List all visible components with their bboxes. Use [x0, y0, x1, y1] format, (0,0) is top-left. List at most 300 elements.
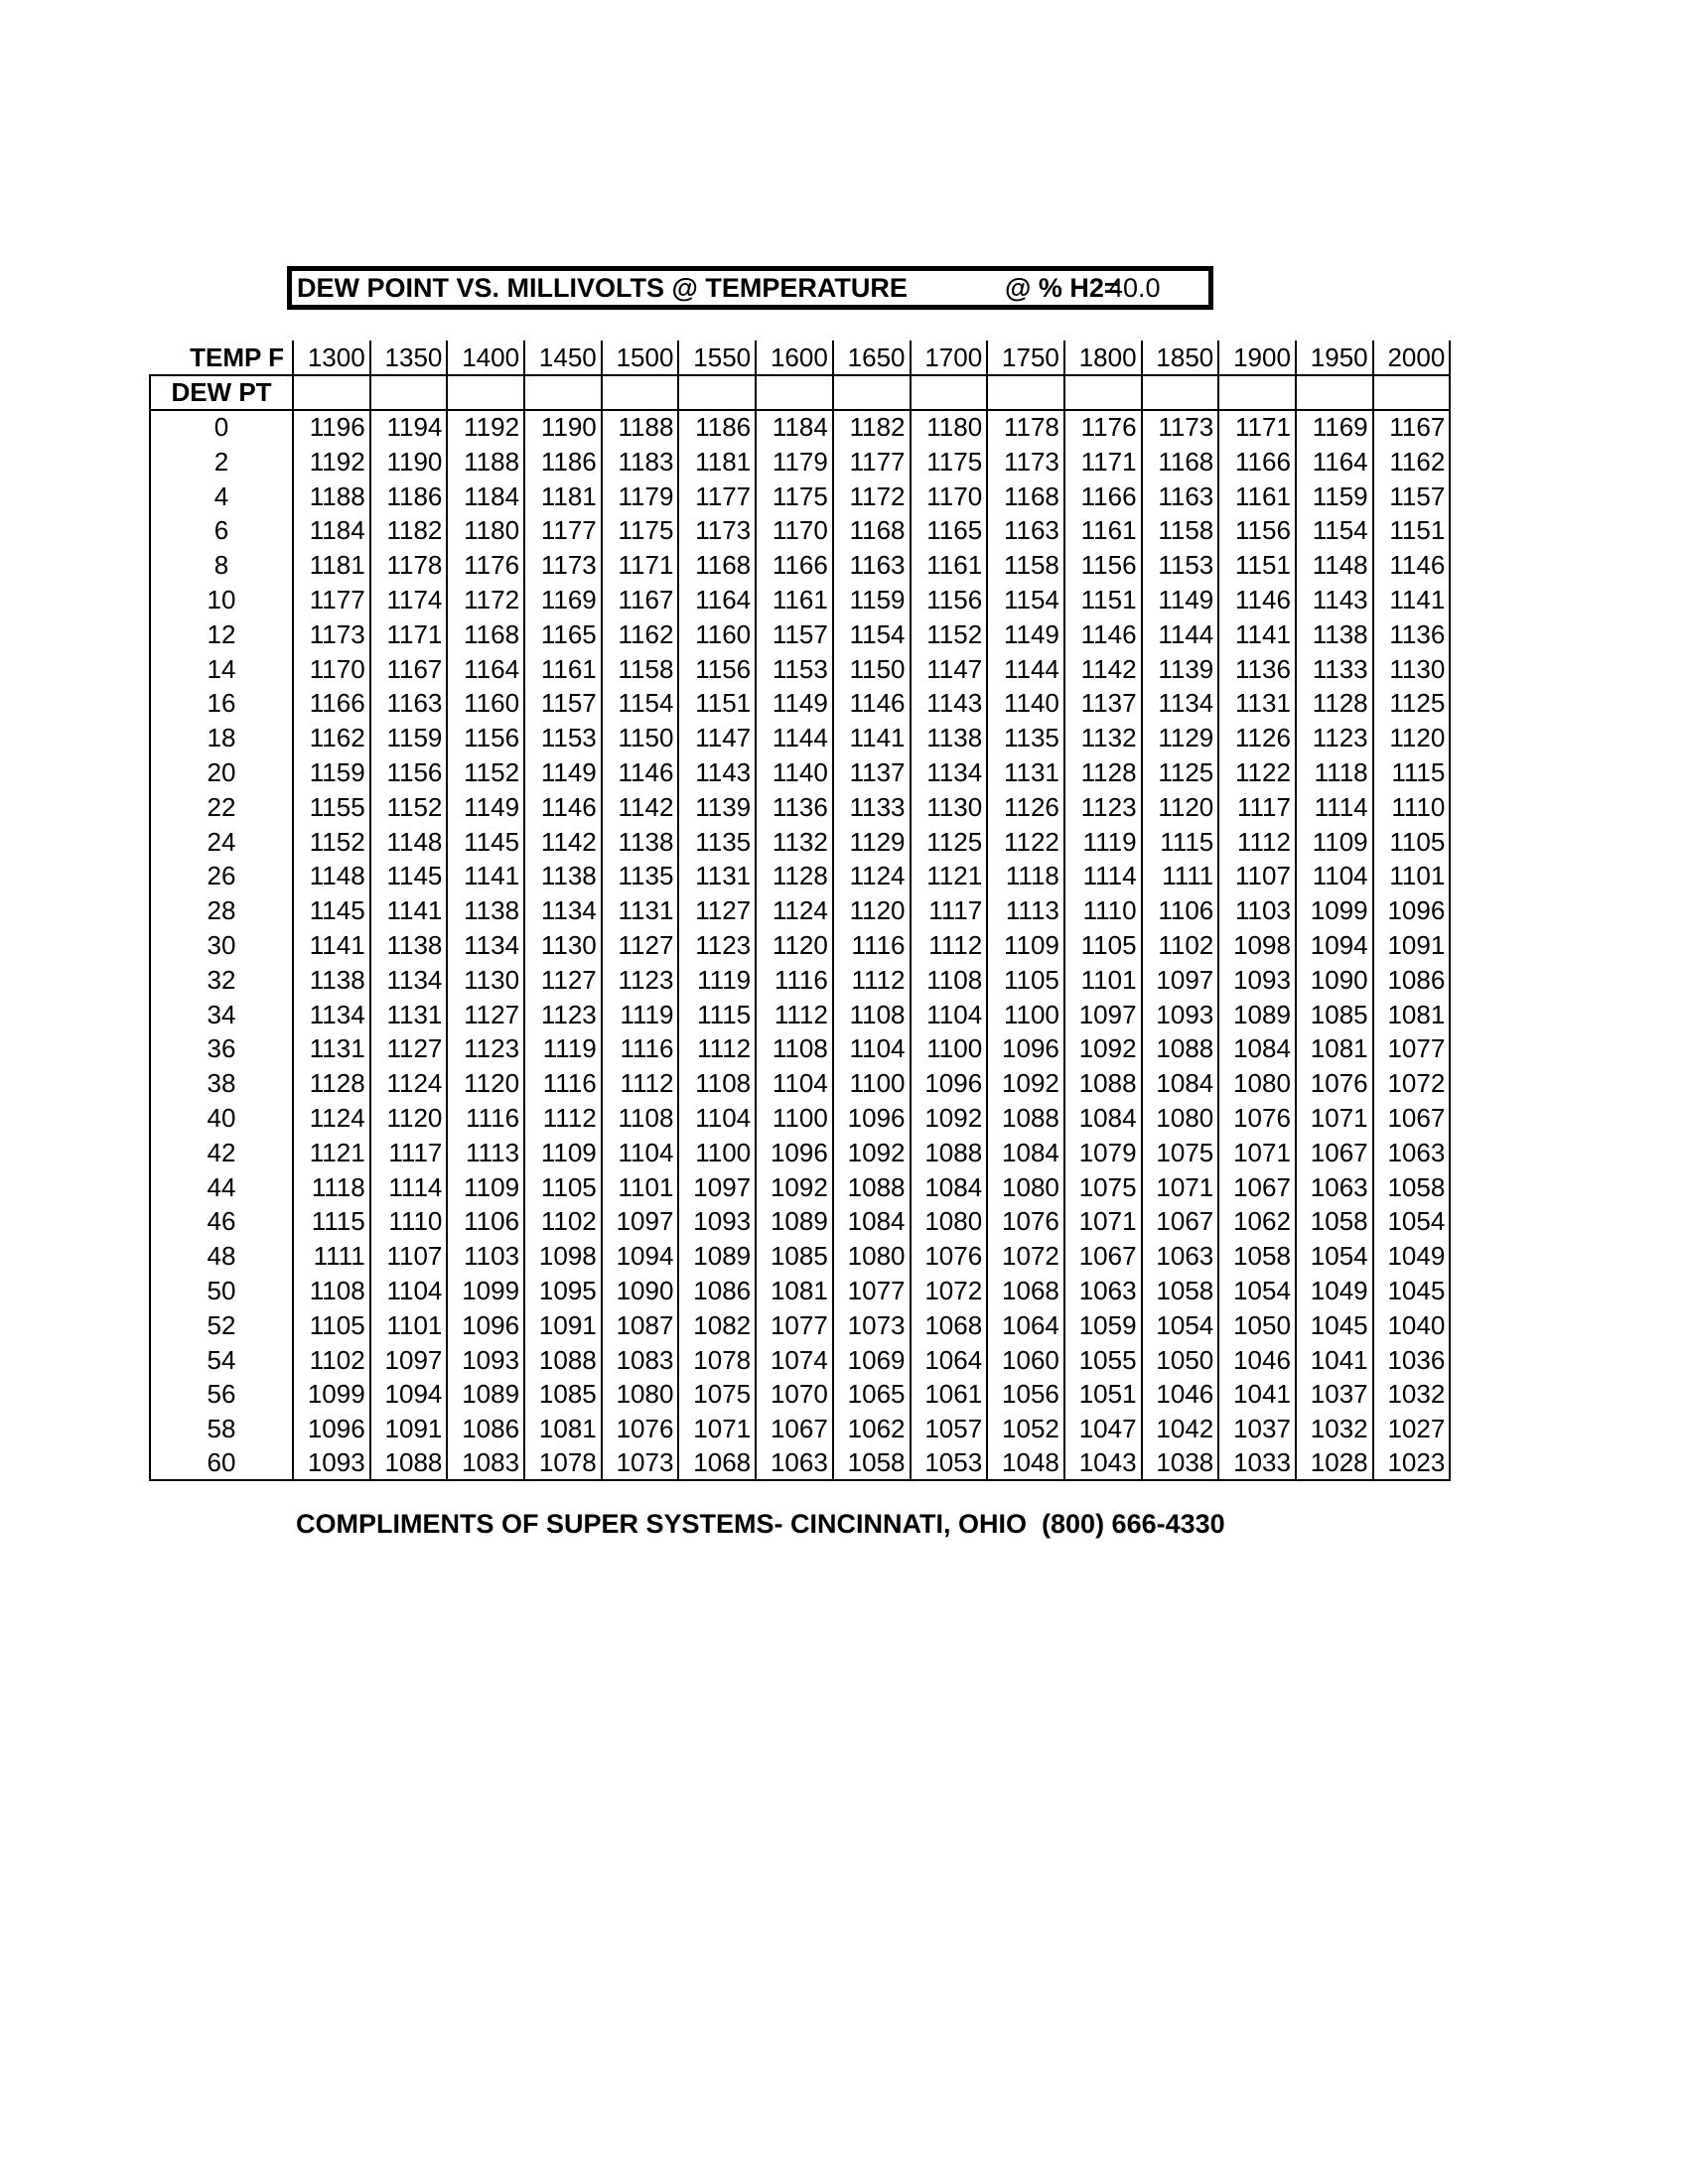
- millivolt-cell: 1053: [911, 1446, 988, 1481]
- millivolt-cell: 1131: [1218, 686, 1296, 721]
- blank-cell: [678, 375, 756, 410]
- table-row: [150, 721, 1450, 755]
- millivolt-cell: 1102: [524, 1204, 602, 1239]
- millivolt-cell: 1149: [447, 789, 524, 824]
- millivolt-cell: 1052: [987, 1412, 1064, 1446]
- millivolt-cell: 1149: [1142, 583, 1219, 617]
- dew-point-cell: 26: [150, 859, 293, 893]
- millivolt-cell: 1146: [524, 789, 602, 824]
- millivolt-cell: 1131: [678, 859, 756, 893]
- millivolt-cell: 1125: [1142, 755, 1219, 790]
- millivolt-cell: 1141: [447, 859, 524, 893]
- table-row: [150, 1031, 1450, 1066]
- h2-percent-value: 40.0: [1108, 273, 1161, 303]
- millivolt-cell: 1161: [1218, 478, 1296, 513]
- blank-cell: [987, 375, 1064, 410]
- millivolt-cell: 1128: [1296, 686, 1373, 721]
- millivolt-cell: 1108: [293, 1274, 370, 1308]
- millivolt-cell: 1054: [1296, 1239, 1373, 1274]
- blank-cell: [370, 375, 448, 410]
- blank-cell: [1064, 375, 1142, 410]
- millivolt-cell: 1123: [524, 997, 602, 1031]
- millivolt-cell: 1092: [1064, 1031, 1142, 1066]
- millivolt-cell: 1068: [678, 1446, 756, 1481]
- millivolt-cell: 1172: [447, 583, 524, 617]
- millivolt-cell: 1125: [911, 824, 988, 859]
- millivolt-cell: 1037: [1218, 1412, 1296, 1446]
- millivolt-cell: 1128: [293, 1066, 370, 1101]
- millivolt-cell: 1178: [987, 410, 1064, 445]
- millivolt-cell: 1087: [602, 1307, 679, 1342]
- temperature-header-cell: 1300: [293, 341, 370, 375]
- millivolt-cell: 1112: [602, 1066, 679, 1101]
- millivolt-cell: 1119: [1064, 824, 1142, 859]
- millivolt-cell: 1093: [1218, 962, 1296, 997]
- millivolt-cell: 1156: [1218, 513, 1296, 548]
- millivolt-cell: 1080: [1218, 1066, 1296, 1101]
- millivolt-cell: 1169: [524, 583, 602, 617]
- millivolt-cell: 1146: [1373, 548, 1451, 583]
- millivolt-cell: 1139: [678, 789, 756, 824]
- millivolt-cell: 1151: [1373, 513, 1451, 548]
- millivolt-cell: 1165: [911, 513, 988, 548]
- millivolt-cell: 1088: [833, 1169, 911, 1204]
- millivolt-cell: 1093: [293, 1446, 370, 1481]
- millivolt-cell: 1134: [524, 893, 602, 928]
- millivolt-cell: 1080: [833, 1239, 911, 1274]
- temperature-header-cell: 1800: [1064, 341, 1142, 375]
- millivolt-cell: 1089: [447, 1377, 524, 1412]
- millivolt-cell: 1086: [447, 1412, 524, 1446]
- millivolt-cell: 1134: [370, 962, 448, 997]
- millivolt-cell: 1108: [911, 962, 988, 997]
- millivolt-cell: 1113: [987, 893, 1064, 928]
- millivolt-cell: 1063: [1296, 1169, 1373, 1204]
- dew-point-cell: 50: [150, 1274, 293, 1308]
- blank-cell: [602, 375, 679, 410]
- millivolt-cell: 1075: [1142, 1135, 1219, 1169]
- millivolt-cell: 1032: [1296, 1412, 1373, 1446]
- millivolt-cell: 1138: [293, 962, 370, 997]
- millivolt-cell: 1084: [833, 1204, 911, 1239]
- millivolt-cell: 1115: [1373, 755, 1451, 790]
- millivolt-cell: 1137: [833, 755, 911, 790]
- millivolt-cell: 1168: [447, 616, 524, 651]
- table-row: [150, 583, 1450, 617]
- millivolt-cell: 1149: [524, 755, 602, 790]
- blank-cell: [756, 375, 833, 410]
- millivolt-cell: 1128: [1064, 755, 1142, 790]
- millivolt-cell: 1167: [370, 651, 448, 686]
- millivolt-cell: 1173: [987, 444, 1064, 478]
- dew-point-cell: 12: [150, 616, 293, 651]
- table-row: [150, 824, 1450, 859]
- millivolt-cell: 1112: [524, 1101, 602, 1136]
- millivolt-cell: 1100: [833, 1066, 911, 1101]
- millivolt-cell: 1151: [678, 686, 756, 721]
- millivolt-cell: 1154: [1296, 513, 1373, 548]
- millivolt-cell: 1143: [678, 755, 756, 790]
- millivolt-cell: 1173: [678, 513, 756, 548]
- blank-cell: [1142, 375, 1219, 410]
- millivolt-cell: 1096: [293, 1412, 370, 1446]
- table-row: [150, 962, 1450, 997]
- millivolt-cell: 1172: [833, 478, 911, 513]
- temperature-header-cell: 1400: [447, 341, 524, 375]
- millivolt-cell: 1151: [1064, 583, 1142, 617]
- millivolt-cell: 1129: [1142, 721, 1219, 755]
- millivolt-cell: 1181: [678, 444, 756, 478]
- millivolt-cell: 1092: [756, 1169, 833, 1204]
- millivolt-cell: 1146: [833, 686, 911, 721]
- millivolt-cell: 1105: [524, 1169, 602, 1204]
- millivolt-cell: 1194: [370, 410, 448, 445]
- millivolt-cell: 1166: [293, 686, 370, 721]
- millivolt-cell: 1051: [1064, 1377, 1142, 1412]
- millivolt-cell: 1134: [911, 755, 988, 790]
- millivolt-cell: 1131: [370, 997, 448, 1031]
- table-row: [150, 651, 1450, 686]
- dew-point-cell: 20: [150, 755, 293, 790]
- millivolt-cell: 1063: [1142, 1239, 1219, 1274]
- millivolt-cell: 1121: [293, 1135, 370, 1169]
- millivolt-cell: 1084: [1064, 1101, 1142, 1136]
- millivolt-cell: 1080: [1142, 1101, 1219, 1136]
- millivolt-cell: 1152: [293, 824, 370, 859]
- millivolt-cell: 1147: [911, 651, 988, 686]
- millivolt-cell: 1072: [911, 1274, 988, 1308]
- millivolt-cell: 1106: [1142, 893, 1219, 928]
- millivolt-cell: 1164: [1296, 444, 1373, 478]
- millivolt-cell: 1126: [987, 789, 1064, 824]
- millivolt-cell: 1117: [370, 1135, 448, 1169]
- table-row: [150, 1101, 1450, 1136]
- temp-f-label: TEMP F: [150, 341, 293, 375]
- millivolt-cell: 1084: [1218, 1031, 1296, 1066]
- millivolt-cell: 1157: [524, 686, 602, 721]
- table-row: [150, 1446, 1450, 1481]
- millivolt-cell: 1127: [524, 962, 602, 997]
- millivolt-cell: 1142: [524, 824, 602, 859]
- millivolt-cell: 1188: [293, 478, 370, 513]
- millivolt-cell: 1110: [1064, 893, 1142, 928]
- millivolt-cell: 1136: [1373, 616, 1451, 651]
- table-row: [150, 1307, 1450, 1342]
- millivolt-cell: 1130: [911, 789, 988, 824]
- millivolt-cell: 1138: [447, 893, 524, 928]
- dew-point-cell: 48: [150, 1239, 293, 1274]
- millivolt-cell: 1088: [987, 1101, 1064, 1136]
- millivolt-cell: 1116: [833, 928, 911, 963]
- millivolt-cell: 1075: [1064, 1169, 1142, 1204]
- millivolt-cell: 1186: [524, 444, 602, 478]
- millivolt-cell: 1067: [1064, 1239, 1142, 1274]
- millivolt-cell: 1152: [447, 755, 524, 790]
- millivolt-cell: 1050: [1142, 1342, 1219, 1377]
- millivolt-cell: 1144: [756, 721, 833, 755]
- millivolt-cell: 1112: [756, 997, 833, 1031]
- dew-point-cell: 16: [150, 686, 293, 721]
- millivolt-cell: 1108: [602, 1101, 679, 1136]
- millivolt-cell: 1171: [370, 616, 448, 651]
- table-row: [150, 513, 1450, 548]
- millivolt-cell: 1023: [1373, 1446, 1451, 1481]
- millivolt-cell: 1167: [602, 583, 679, 617]
- millivolt-cell: 1127: [678, 893, 756, 928]
- millivolt-cell: 1123: [447, 1031, 524, 1066]
- millivolt-cell: 1146: [602, 755, 679, 790]
- millivolt-cell: 1181: [524, 478, 602, 513]
- millivolt-cell: 1092: [833, 1135, 911, 1169]
- millivolt-cell: 1041: [1296, 1342, 1373, 1377]
- millivolt-cell: 1068: [987, 1274, 1064, 1308]
- dew-point-header-row: [150, 375, 1450, 410]
- millivolt-cell: 1140: [756, 755, 833, 790]
- millivolt-cell: 1121: [911, 859, 988, 893]
- millivolt-cell: 1097: [1142, 962, 1219, 997]
- millivolt-cell: 1072: [987, 1239, 1064, 1274]
- millivolt-cell: 1101: [1064, 962, 1142, 997]
- millivolt-cell: 1109: [524, 1135, 602, 1169]
- millivolt-cell: 1101: [1373, 859, 1451, 893]
- millivolt-cell: 1085: [756, 1239, 833, 1274]
- millivolt-cell: 1089: [756, 1204, 833, 1239]
- millivolt-cell: 1097: [1064, 997, 1142, 1031]
- millivolt-cell: 1093: [678, 1204, 756, 1239]
- millivolt-cell: 1156: [1064, 548, 1142, 583]
- millivolt-cell: 1071: [1218, 1135, 1296, 1169]
- millivolt-cell: 1108: [678, 1066, 756, 1101]
- millivolt-cell: 1141: [1373, 583, 1451, 617]
- millivolt-cell: 1131: [293, 1031, 370, 1066]
- millivolt-cell: 1115: [293, 1204, 370, 1239]
- millivolt-cell: 1123: [602, 962, 679, 997]
- millivolt-cell: 1158: [1142, 513, 1219, 548]
- temperature-header-cell: 1550: [678, 341, 756, 375]
- millivolt-cell: 1124: [370, 1066, 448, 1101]
- millivolt-cell: 1080: [911, 1204, 988, 1239]
- millivolt-cell: 1112: [1218, 824, 1296, 859]
- dew-point-cell: 56: [150, 1377, 293, 1412]
- millivolt-cell: 1173: [524, 548, 602, 583]
- millivolt-cell: 1055: [1064, 1342, 1142, 1377]
- table-row: [150, 410, 1450, 445]
- millivolt-cell: 1078: [678, 1342, 756, 1377]
- millivolt-cell: 1119: [524, 1031, 602, 1066]
- millivolt-cell: 1132: [1064, 721, 1142, 755]
- table-row: [150, 893, 1450, 928]
- millivolt-cell: 1102: [293, 1342, 370, 1377]
- millivolt-cell: 1179: [756, 444, 833, 478]
- millivolt-cell: 1153: [1142, 548, 1219, 583]
- dew-point-cell: 24: [150, 824, 293, 859]
- millivolt-cell: 1127: [370, 1031, 448, 1066]
- millivolt-cell: 1166: [1218, 444, 1296, 478]
- millivolt-cell: 1073: [602, 1446, 679, 1481]
- millivolt-cell: 1108: [833, 997, 911, 1031]
- millivolt-cell: 1134: [1142, 686, 1219, 721]
- table-row: [150, 859, 1450, 893]
- millivolt-cell: 1158: [987, 548, 1064, 583]
- millivolt-cell: 1071: [678, 1412, 756, 1446]
- millivolt-cell: 1186: [678, 410, 756, 445]
- millivolt-cell: 1134: [447, 928, 524, 963]
- millivolt-cell: 1126: [1218, 721, 1296, 755]
- millivolt-cell: 1033: [1218, 1446, 1296, 1481]
- table-row: [150, 928, 1450, 963]
- millivolt-cell: 1076: [911, 1239, 988, 1274]
- millivolt-cell: 1112: [678, 1031, 756, 1066]
- millivolt-cell: 1054: [1373, 1204, 1451, 1239]
- table-row: [150, 478, 1450, 513]
- millivolt-cell: 1092: [911, 1101, 988, 1136]
- millivolt-cell: 1070: [756, 1377, 833, 1412]
- millivolt-cell: 1103: [447, 1239, 524, 1274]
- dew-point-cell: 30: [150, 928, 293, 963]
- millivolt-cell: 1072: [1373, 1066, 1451, 1101]
- millivolt-cell: 1040: [1373, 1307, 1451, 1342]
- millivolt-cell: 1050: [1218, 1307, 1296, 1342]
- millivolt-cell: 1122: [1218, 755, 1296, 790]
- millivolt-cell: 1047: [1064, 1412, 1142, 1446]
- millivolt-cell: 1098: [524, 1239, 602, 1274]
- millivolt-cell: 1130: [1373, 651, 1451, 686]
- temperature-header-cell: 1500: [602, 341, 679, 375]
- millivolt-cell: 1049: [1296, 1274, 1373, 1308]
- millivolt-cell: 1097: [602, 1204, 679, 1239]
- millivolt-cell: 1097: [678, 1169, 756, 1204]
- millivolt-cell: 1081: [756, 1274, 833, 1308]
- table-row: [150, 997, 1450, 1031]
- millivolt-cell: 1163: [370, 686, 448, 721]
- millivolt-cell: 1182: [370, 513, 448, 548]
- millivolt-cell: 1107: [1218, 859, 1296, 893]
- table-title: DEW POINT VS. MILLIVOLTS @ TEMPERATURE: [297, 273, 908, 303]
- millivolt-cell: 1092: [987, 1066, 1064, 1101]
- millivolt-cell: 1076: [1218, 1101, 1296, 1136]
- millivolt-cell: 1116: [756, 962, 833, 997]
- millivolt-cell: 1188: [602, 410, 679, 445]
- millivolt-cell: 1080: [602, 1377, 679, 1412]
- dew-point-cell: 18: [150, 721, 293, 755]
- millivolt-cell: 1148: [370, 824, 448, 859]
- millivolt-cell: 1084: [1142, 1066, 1219, 1101]
- millivolt-cell: 1103: [1218, 893, 1296, 928]
- millivolt-cell: 1166: [756, 548, 833, 583]
- millivolt-cell: 1063: [1064, 1274, 1142, 1308]
- millivolt-cell: 1096: [756, 1135, 833, 1169]
- millivolt-cell: 1071: [1064, 1204, 1142, 1239]
- millivolt-cell: 1151: [1218, 548, 1296, 583]
- millivolt-cell: 1188: [447, 444, 524, 478]
- millivolt-cell: 1091: [524, 1307, 602, 1342]
- millivolt-cell: 1090: [1296, 962, 1373, 997]
- millivolt-cell: 1171: [602, 548, 679, 583]
- millivolt-cell: 1118: [293, 1169, 370, 1204]
- millivolt-cell: 1164: [447, 651, 524, 686]
- millivolt-cell: 1094: [370, 1377, 448, 1412]
- millivolt-cell: 1179: [602, 478, 679, 513]
- millivolt-cell: 1186: [370, 478, 448, 513]
- dew-point-cell: 34: [150, 997, 293, 1031]
- millivolt-cell: 1083: [602, 1342, 679, 1377]
- millivolt-cell: 1105: [1373, 824, 1451, 859]
- millivolt-cell: 1115: [678, 997, 756, 1031]
- millivolt-cell: 1135: [987, 721, 1064, 755]
- millivolt-cell: 1141: [1218, 616, 1296, 651]
- millivolt-cell: 1149: [987, 616, 1064, 651]
- millivolt-cell: 1110: [1373, 789, 1451, 824]
- blank-cell: [524, 375, 602, 410]
- temperature-header-cell: 1650: [833, 341, 911, 375]
- millivolt-cell: 1173: [1142, 410, 1219, 445]
- millivolt-cell: 1114: [370, 1169, 448, 1204]
- millivolt-cell: 1134: [293, 997, 370, 1031]
- table-row: [150, 1274, 1450, 1308]
- millivolt-cell: 1076: [602, 1412, 679, 1446]
- millivolt-cell: 1163: [833, 548, 911, 583]
- millivolt-cell: 1141: [370, 893, 448, 928]
- blank-cell: [293, 375, 370, 410]
- millivolt-cell: 1161: [524, 651, 602, 686]
- dew-point-cell: 0: [150, 410, 293, 445]
- millivolt-cell: 1159: [833, 583, 911, 617]
- millivolt-cell: 1058: [1296, 1204, 1373, 1239]
- millivolt-cell: 1164: [678, 583, 756, 617]
- millivolt-cell: 1062: [833, 1412, 911, 1446]
- millivolt-cell: 1163: [987, 513, 1064, 548]
- dew-point-cell: 10: [150, 583, 293, 617]
- millivolt-cell: 1162: [1373, 444, 1451, 478]
- millivolt-cell: 1168: [678, 548, 756, 583]
- millivolt-cell: 1136: [756, 789, 833, 824]
- table-row: [150, 686, 1450, 721]
- millivolt-cell: 1086: [1373, 962, 1451, 997]
- millivolt-cell: 1119: [678, 962, 756, 997]
- millivolt-cell: 1079: [1064, 1135, 1142, 1169]
- millivolt-cell: 1161: [911, 548, 988, 583]
- millivolt-cell: 1112: [833, 962, 911, 997]
- millivolt-cell: 1077: [756, 1307, 833, 1342]
- millivolt-cell: 1058: [1218, 1239, 1296, 1274]
- millivolt-cell: 1068: [911, 1307, 988, 1342]
- dew-point-cell: 44: [150, 1169, 293, 1204]
- millivolt-cell: 1124: [833, 859, 911, 893]
- blank-cell: [1373, 375, 1451, 410]
- table-row: [150, 1239, 1450, 1274]
- millivolt-cell: 1085: [1296, 997, 1373, 1031]
- millivolt-cell: 1084: [987, 1135, 1064, 1169]
- millivolt-cell: 1080: [987, 1169, 1064, 1204]
- millivolt-cell: 1147: [678, 721, 756, 755]
- millivolt-cell: 1094: [1296, 928, 1373, 963]
- millivolt-cell: 1120: [370, 1101, 448, 1136]
- millivolt-cell: 1109: [987, 928, 1064, 963]
- dew-point-cell: 40: [150, 1101, 293, 1136]
- millivolt-cell: 1144: [987, 651, 1064, 686]
- millivolt-cell: 1148: [293, 859, 370, 893]
- millivolt-cell: 1160: [678, 616, 756, 651]
- millivolt-cell: 1077: [833, 1274, 911, 1308]
- millivolt-cell: 1118: [987, 859, 1064, 893]
- millivolt-cell: 1170: [756, 513, 833, 548]
- millivolt-cell: 1137: [1064, 686, 1142, 721]
- millivolt-cell: 1078: [524, 1446, 602, 1481]
- millivolt-cell: 1091: [1373, 928, 1451, 963]
- millivolt-cell: 1168: [1142, 444, 1219, 478]
- millivolt-cell: 1132: [756, 824, 833, 859]
- millivolt-cell: 1060: [987, 1342, 1064, 1377]
